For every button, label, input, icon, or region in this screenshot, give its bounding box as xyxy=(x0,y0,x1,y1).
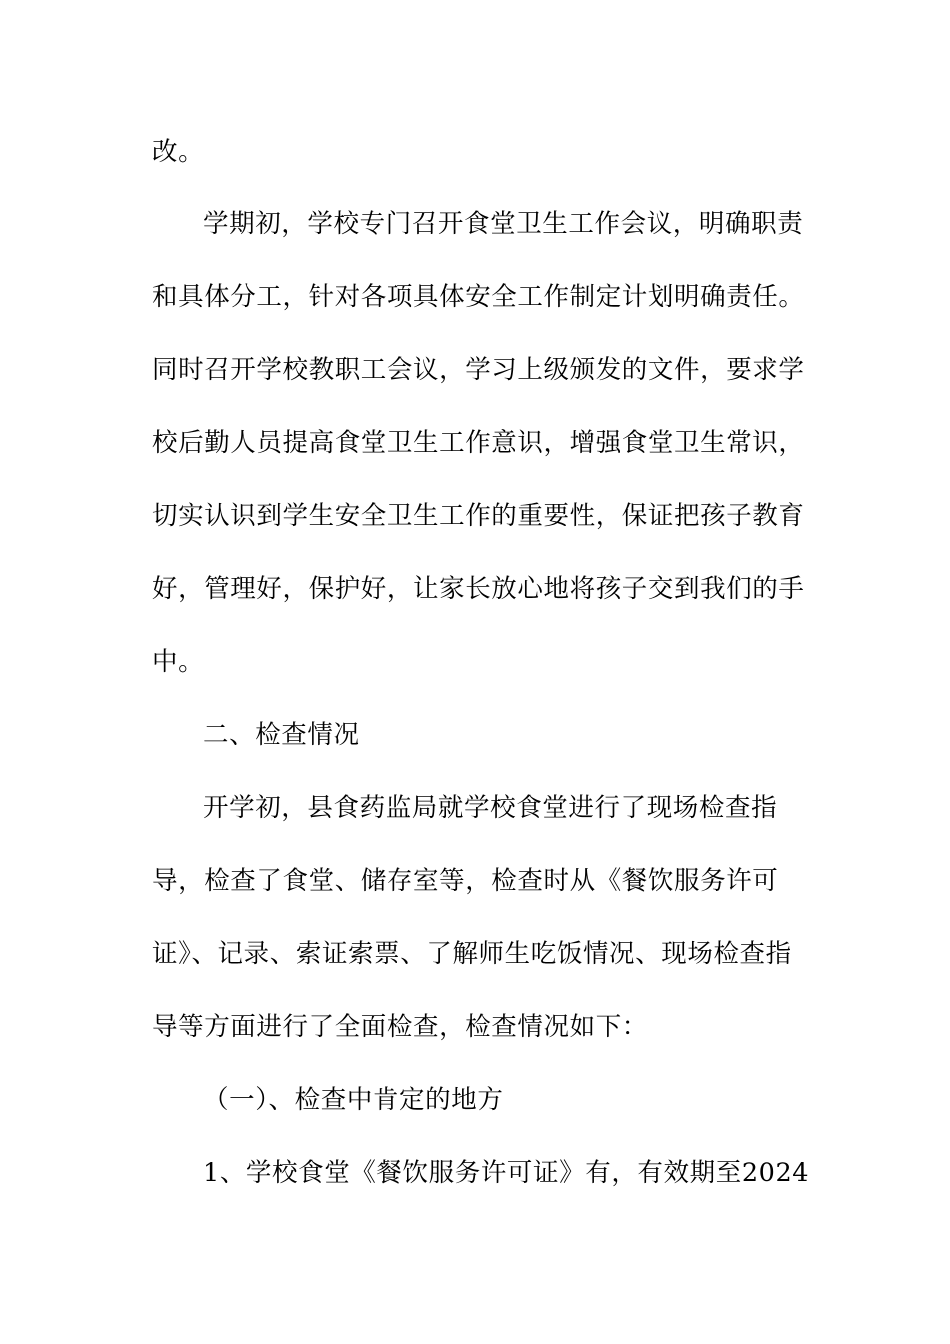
paragraph-line-4: 同时召开学校教职工会议，学习上级颁发的文件，要求学 xyxy=(152,355,805,385)
paragraph-line-7: 好，管理好，保护好，让家长放心地将孩子交到我们的手 xyxy=(152,574,805,604)
subsection-heading: （一）、检查中肯定的地方 xyxy=(203,1085,504,1115)
paragraph-line-9: 开学初，县食药监局就学校食堂进行了现场检查指 xyxy=(203,793,778,823)
paragraph-line-6: 切实认识到学生安全卫生工作的重要性，保证把孩子教育 xyxy=(152,501,805,531)
paragraph-line-2: 学期初，学校专门召开食堂卫生工作会议，明确职责 xyxy=(203,209,804,239)
paragraph-line-10: 导，检查了食堂、储存室等，检查时从《餐饮服务许可 xyxy=(152,866,779,896)
paragraph-line-3: 和具体分工，针对各项具体安全工作制定计划明确责任。 xyxy=(152,282,805,312)
paragraph-line-12: 导等方面进行了全面检查，检查情况如下： xyxy=(152,1012,648,1042)
paragraph-line-11: 证》、记录、索证索票、了解师生吃饭情况、现场检查指 xyxy=(152,939,792,969)
section-heading: 二、检查情况 xyxy=(203,720,360,750)
paragraph-line-8: 中。 xyxy=(152,647,205,677)
paragraph-line-1: 改。 xyxy=(152,137,205,167)
list-item-1: 1、学校食堂《餐饮服务许可证》有，有效期至2024 xyxy=(203,1158,810,1188)
paragraph-line-5: 校后勤人员提高食堂卫生工作意识，增强食堂卫生常识， xyxy=(152,428,805,458)
